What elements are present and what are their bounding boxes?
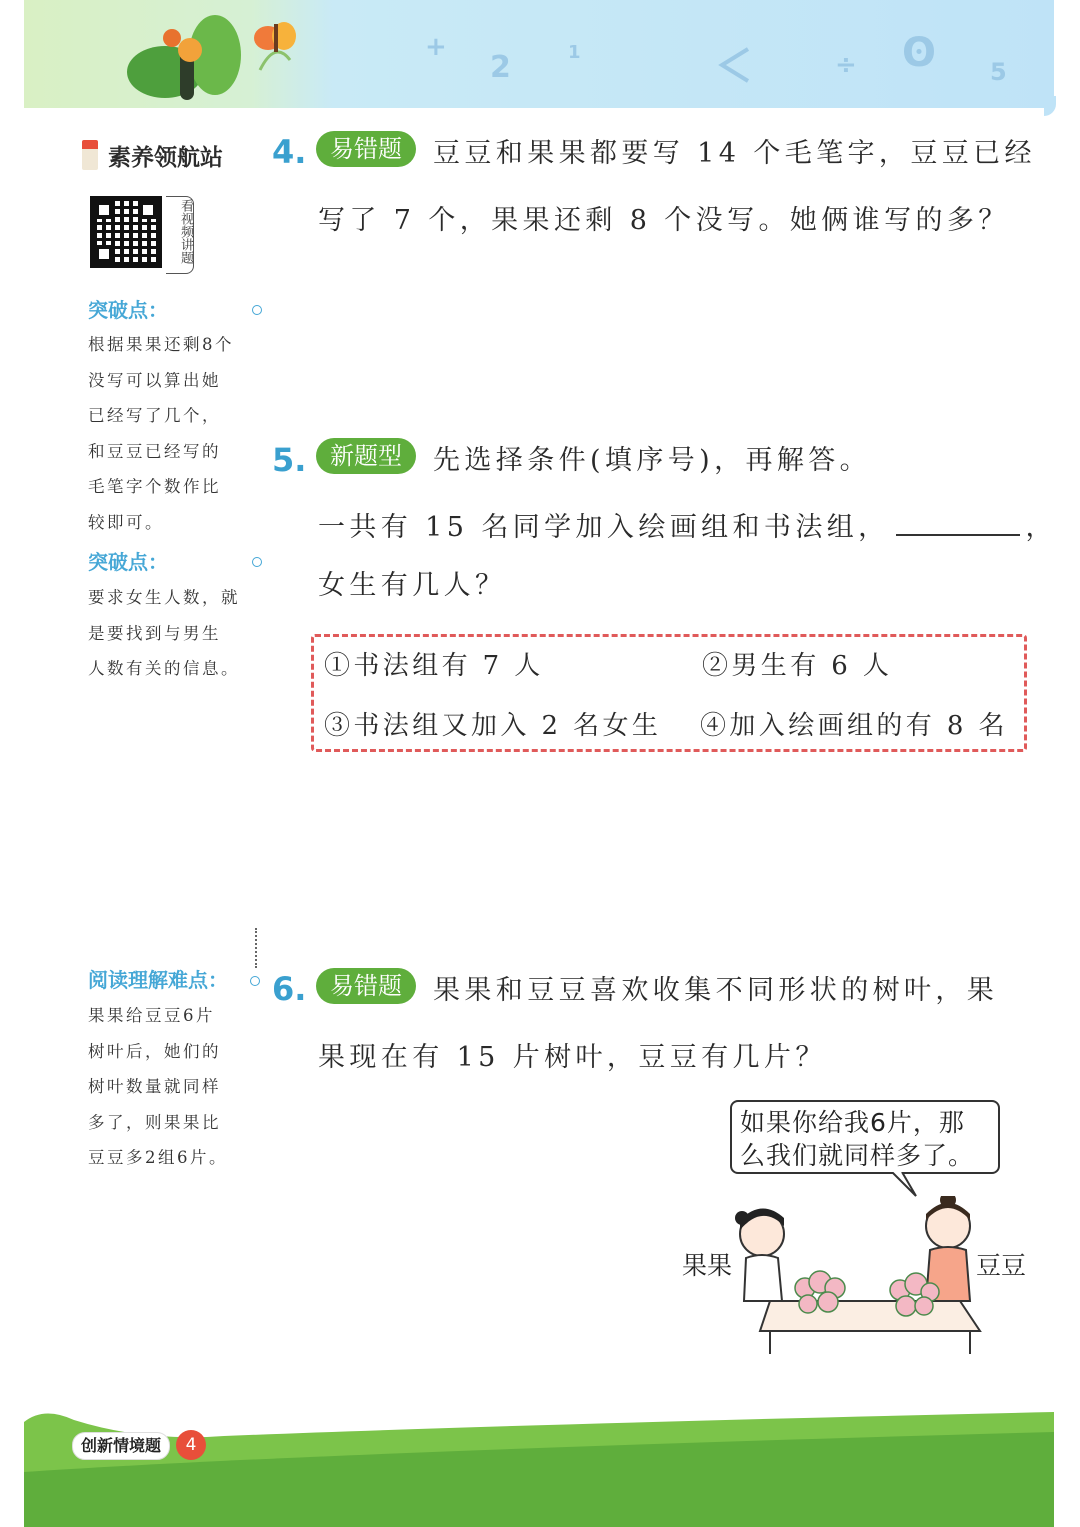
question-text: 果果和豆豆喜欢收集不同形状的树叶，果 [433, 975, 999, 1006]
question-number: 6. [272, 970, 307, 1008]
triangle-symbol-icon [718, 45, 752, 85]
option-item[interactable]: ③书法组又加入 2 名女生 [324, 711, 662, 741]
bear-symbol-icon: ʘ [902, 30, 937, 76]
question-number: 5. [272, 441, 307, 479]
question-text: 一共有 15 名同学加入绘画组和书法组， ， [318, 512, 1057, 543]
tip-heading: 突破点： [88, 550, 168, 574]
question-text: 豆豆和果果都要写 14 个毛笔字，豆豆已经 [433, 138, 1036, 169]
sidebar-title: 素养领航站 [82, 136, 258, 174]
flag-icon [82, 140, 98, 170]
tip-dot-icon [250, 976, 260, 986]
plus-symbol-icon: + [425, 32, 447, 62]
option-item[interactable]: ④加入绘画组的有 8 名 [700, 711, 1008, 741]
page-number: 4 [176, 1430, 206, 1460]
footer-grass [24, 1412, 1054, 1527]
question-text: 果现在有 15 片树叶，豆豆有几片？ [318, 1042, 827, 1073]
question-text: 女生有几人？ [318, 570, 507, 601]
divider [255, 928, 257, 968]
question-text: 写了 7 个，果果还剩 8 个没写。她俩谁写的多？ [318, 205, 1010, 236]
tip-text: 要求女生人数，就 是要找到与男生 人数有关的信息。 [88, 588, 240, 678]
question-badge: 易错题 [316, 131, 416, 167]
speech-bubble: 如果你给我6片，那 么我们就同样多了。 [730, 1100, 1000, 1174]
question-badge: 易错题 [316, 968, 416, 1004]
tip-heading: 突破点： [88, 298, 168, 322]
character-name-right: 豆豆 [976, 1251, 1027, 1280]
question-number: 4. [272, 133, 307, 171]
qr-code[interactable] [90, 196, 162, 268]
number-five-icon: 5 [990, 58, 1007, 86]
children-illustration-icon [730, 1196, 990, 1356]
butterfly-icon [252, 18, 300, 58]
option-item[interactable]: ②男生有 6 人 [702, 651, 893, 681]
number-symbol-icon: 2 [490, 50, 511, 85]
character-name-left: 果果 [682, 1251, 733, 1280]
footer-section-label: 创新情境题 [72, 1432, 170, 1460]
qr-label: 看视频讲题 [166, 196, 194, 274]
question-text: 先选择条件(填序号)，再解答。 [433, 445, 872, 476]
tip-heading: 阅读理解难点： [88, 968, 228, 992]
option-item[interactable]: ①书法组有 7 人 [324, 651, 544, 681]
number-one-icon: 1 [568, 42, 581, 63]
tip-dot-icon [252, 305, 262, 315]
divide-symbol-icon: ÷ [835, 50, 857, 80]
question-badge: 新题型 [316, 438, 416, 474]
tip-text: 果果给豆豆6片 树叶后，她们的 树叶数量就同样 多了，则果果比 豆豆多2组6片。 [88, 1006, 228, 1167]
tip-dot-icon [252, 557, 262, 567]
tip-text: 根据果果还剩8个 没写可以算出她 已经写了几个， 和豆豆已经写的 毛笔字个数作比 较即可。 [88, 335, 234, 532]
answer-blank[interactable] [896, 510, 1020, 536]
